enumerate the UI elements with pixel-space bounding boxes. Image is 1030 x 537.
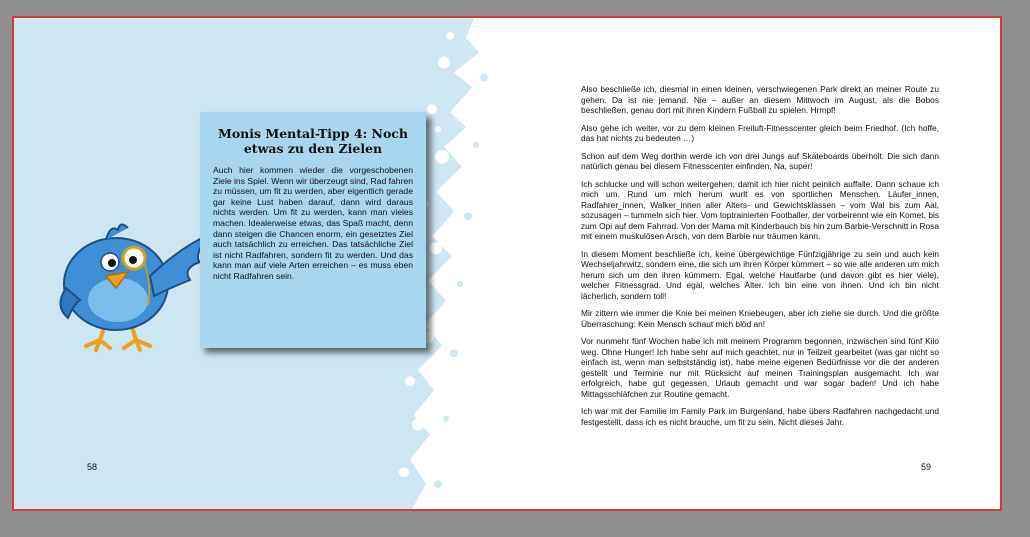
paragraph: Mir zittern wie immer die Knie bei meinen Kniebeugen, aber ich ziehe sie durch. Und die größte Überraschung: Kein Mensch schaut mich blöd an! xyxy=(581,308,939,329)
paragraph: Also beschließe ich, diesmal in einen kleinen, verschwiegenen Park direkt an meiner Route zu gehen. Da ist nie jemand. Nie – außer an diesem Mittwoch im August, als die Bobos beschließen, genau dort mit ihren Kindern Fußball zu spielen. Hrmpf! xyxy=(581,84,939,115)
paragraph: Ich war mit der Familie im Family Park im Burgenland, habe übers Radfahren nachgedacht und festgestellt, dass ich es nicht brauche, um fit zu sein. Nicht dieses Jahr. xyxy=(581,406,939,427)
right-page-text xyxy=(581,84,939,434)
page-number-left: 58 xyxy=(87,462,98,472)
paragraph: Ich schlucke und will schon weitergehen, damit ich hier nicht peinlich auffalle. Dann schaue ich mich um. Rund um mich herum wurlt es von sportlichen Menschen. Läufer_innen, Radfahrer_innen, Walker_innen aller Alters- und Gewichtsklassen – vom Wal bis zum Aal, sozusagen – tummeln sich hier. Vom toptrainierten Footballer, der vorbeirennt wie ein Komet, bis zum Opi auf dem Fahrrad. Von der Mama mit Kinderbauch bis hin zum Barbie-Verschnitt in Rosa mit einem muskulösen Arsch, von dem Barbie nur träumen kann. xyxy=(581,178,939,241)
page-number-right: 59 xyxy=(921,462,932,472)
tip-body: Auch hier kommen wieder die vorgeschobenen Ziele ins Spiel. Wenn wir überzeugt sind, Rad fahren zu müssen, um fit zu werden, aber eigentlich gerade gar keine Lust haben darauf, dann wird daraus nichts werden. Um fit zu werden, kann man vieles machen. Idealerweise etwas, das Spaß macht, denn dann steigen die Chancen enorm, ein gesetztes Ziel auch tatsächlich zu erreichen. Das tatsächliche Ziel ist nicht Radfahren, sondern fit zu werden. Und das kann man auf viele Arten erreichen – es muss eben nicht Radfahren sein. xyxy=(213,165,413,281)
blue-bird-mascot-illustration xyxy=(44,196,216,356)
tip-title: Monis Mental-Tipp 4: Noch etwas zu den Zielen xyxy=(217,126,409,156)
paragraph: Vor nunmehr fünf Wochen habe ich mit meinem Programm begonnen, inzwischen sind fünf Kilo weg. Ohne Hunger! Ich habe sehr auf mich geachtet, nur in Teilzeit gearbeitet (was gar nicht so einfach ist, wenn man selbstständig ist), habe meine eigenen Bedürfnisse vor die der anderen gestellt und Termine nur mit Rücksicht auf meinen Trainingsplan ausgemacht. Ich war erfolgreich, habe gut gegessen, Urlaub gemacht und war sogar baden! Und ich habe Mittagsschläfchen zur Routine gemacht. xyxy=(581,336,939,399)
paragraph: Also gehe ich weiter, vor zu dem kleinen Freiluft-Fitnesscenter gleich beim Friedhof. (Ich hoffe, das hat nichts zu bedeuten …) xyxy=(581,122,939,143)
paragraph: In diesem Moment beschließe ich, keine übergewichtige Fünfzigjährige zu sein und auch kein Wechseljahrwitz, sondern eine, die sich um ihren Körper kümmert – so wie alle anderen um mich herum sich um den ihren kümmern. Egal, welche Hautfarbe (und davon gibt es hier viele), welcher Fitnessgrad. Und egal, welches Alter. Ich bin eine von ihnen. Und ich bin nicht lächerlich, sondern toll! xyxy=(581,248,939,301)
mental-tip-box xyxy=(200,112,426,348)
book-spread xyxy=(12,16,1002,511)
paragraph: Schon auf dem Weg dorthin werde ich von drei Jungs auf Skateboards überholt. Die sich dann natürlich genau bei diesem Fitnesscenter einfinden. Na, super! xyxy=(581,150,939,171)
